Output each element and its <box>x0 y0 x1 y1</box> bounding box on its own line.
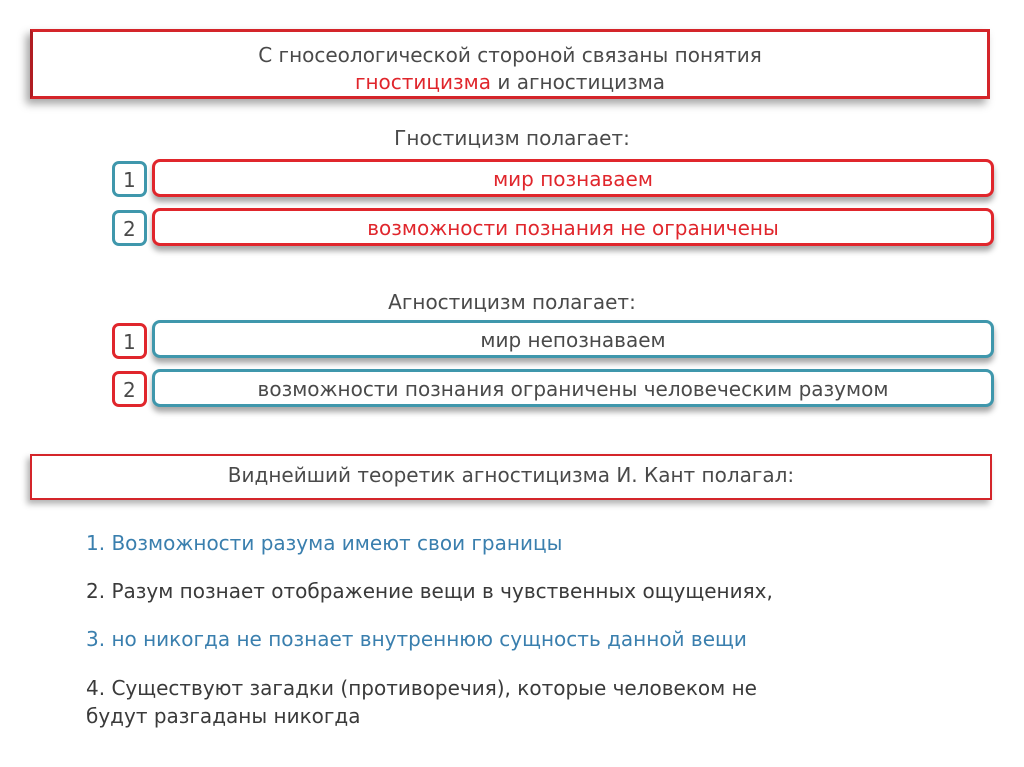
agnosticism-item-2: возможности познания ограничены человеческим разумом <box>152 369 994 407</box>
kant-heading-box <box>30 454 992 500</box>
title-box <box>30 29 990 99</box>
term-agnosticism: агностицизма <box>516 70 666 94</box>
kant-point-4-line-2: будут разгаданы никогда <box>86 704 361 728</box>
gnosticism-heading: Гностицизм полагает: <box>394 126 630 150</box>
gnosticism-item-1: мир познаваем <box>152 159 994 197</box>
kant-point-2: 2. Разум познает отображение вещи в чувственных ощущениях, <box>86 579 773 603</box>
term-gnosticism: гностицизма <box>354 70 492 94</box>
agnosticism-number-1: 1 <box>112 323 147 359</box>
title-line-1: С гносеологической стороной связаны понятия <box>258 43 762 67</box>
agnosticism-heading: Агностицизм полагает: <box>388 290 636 314</box>
kant-point-4-line-1: 4. Существуют загадки (противоречия), которые человеком не <box>86 676 757 700</box>
gnosticism-item-2: возможности познания не ограничены <box>152 208 994 246</box>
kant-point-1: 1. Возможности разума имеют свои границы <box>86 531 563 555</box>
kant-heading: Виднейший теоретик агностицизма И. Кант полагал: <box>227 463 795 487</box>
agnosticism-number-2: 2 <box>112 371 147 407</box>
agnosticism-item-1: мир непознаваем <box>152 320 994 358</box>
kant-point-3: 3. но никогда не познает внутреннюю сущность данной вещи <box>86 627 747 651</box>
gnosticism-number-2: 2 <box>112 210 147 246</box>
title-conjunction: и <box>491 70 517 94</box>
title-line-2 <box>33 69 987 96</box>
gnosticism-number-1: 1 <box>112 161 147 197</box>
